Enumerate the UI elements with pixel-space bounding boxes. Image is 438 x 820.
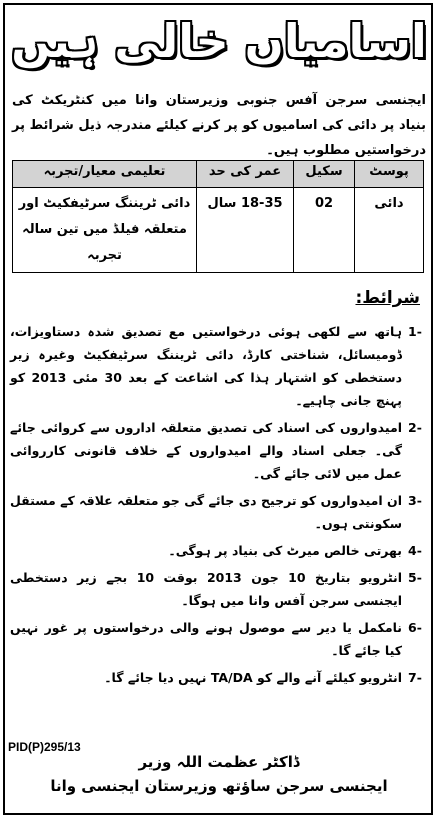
condition-text: انٹرویو کیلئے آنے والے کو TA/DA نہیں دیا جائے گا۔ bbox=[104, 670, 402, 685]
condition-number: 4- bbox=[408, 543, 422, 558]
conditions-title: شرائط: bbox=[355, 288, 420, 308]
list-item bbox=[10, 566, 428, 612]
condition-text: ہاتھ سے لکھی ہوئی درخواستیں مع تصدیق شدہ دستاویزات، ڈومیسائل، شناختی کارڈ، دائی ٹریننگ سرٹیفکیٹ وغیرہ زیر دستخطی کو اشتہار ہذا کی اشاعت کے بعد 30 مئی 2013 کو پہنچ جانی چاہیے۔ bbox=[10, 324, 402, 408]
header-scale: سکیل bbox=[294, 161, 355, 188]
conditions-list bbox=[10, 320, 428, 693]
table-row bbox=[13, 188, 424, 273]
condition-text: بھرتی خالص میرٹ کی بنیاد پر ہوگی۔ bbox=[168, 543, 402, 558]
page-title: اسامیاں خالی ہیں bbox=[11, 14, 427, 68]
intro-paragraph: ایجنسی سرجن آفس جنوبی وزیرستان وانا میں کنٹریکٹ کی بنیاد پر دائی کی اسامیوں کو پر کرنے کیلئے مندرجہ ذیل شرائط پر درخواستیں مطلوب ہیں۔ bbox=[12, 93, 426, 158]
condition-text: انٹرویو بتاریخ 10 جون 2013 بوقت 10 بجے زیر دستخطی ایجنسی سرجن آفس وانا میں ہوگا۔ bbox=[10, 570, 403, 608]
signature-block bbox=[0, 750, 438, 798]
cell-scale: 02 bbox=[294, 188, 355, 273]
posts-table bbox=[12, 160, 424, 273]
signatory-title: ایجنسی سرجن ساؤتھ وزیرستان ایجنسی وانا bbox=[50, 777, 388, 795]
cell-post: دائی bbox=[355, 188, 424, 273]
signatory-name: ڈاکٹر عظمت اللہ وزیر bbox=[138, 753, 300, 771]
condition-text: نامکمل یا دیر سے موصول ہونے والی درخواستوں پر غور نہیں کیا جائے گا۔ bbox=[10, 620, 402, 658]
condition-text: ان امیدواروں کو ترجیح دی جائے گی جو متعلقہ علاقہ کے مستقل سکونتی ہوں۔ bbox=[10, 493, 402, 531]
condition-number: 7- bbox=[408, 670, 422, 685]
list-item bbox=[10, 320, 428, 412]
header-post: پوسٹ bbox=[355, 161, 424, 188]
list-item bbox=[10, 416, 428, 485]
header-age-limit: عمر کی حد bbox=[197, 161, 294, 188]
condition-number: 5- bbox=[408, 570, 422, 585]
condition-text: امیدواروں کی اسناد کی تصدیق متعلقہ اداروں سے کروائی جائے گی۔ جعلی اسناد والے امیدواروں کے خلاف قانونی کارروائی عمل میں لائی جائے گی۔ bbox=[10, 420, 402, 481]
list-item bbox=[10, 539, 428, 562]
pid-code: PID(P)295/13 bbox=[8, 740, 81, 754]
cell-qualification: دائی ٹریننگ سرٹیفکیٹ اور متعلقہ فیلڈ میں تین سالہ تجربہ bbox=[13, 188, 197, 273]
condition-number: 3- bbox=[408, 493, 422, 508]
table-header-row bbox=[13, 161, 424, 188]
condition-number: 6- bbox=[408, 620, 422, 635]
condition-number: 2- bbox=[408, 420, 422, 435]
header-qualification: تعلیمی معیار/تجربہ bbox=[13, 161, 197, 188]
list-item bbox=[10, 616, 428, 662]
vacancy-banner bbox=[0, 0, 438, 82]
condition-number: 1- bbox=[408, 324, 422, 339]
cell-age-limit: 18-35 سال bbox=[197, 188, 294, 273]
list-item bbox=[10, 666, 428, 689]
list-item bbox=[10, 489, 428, 535]
